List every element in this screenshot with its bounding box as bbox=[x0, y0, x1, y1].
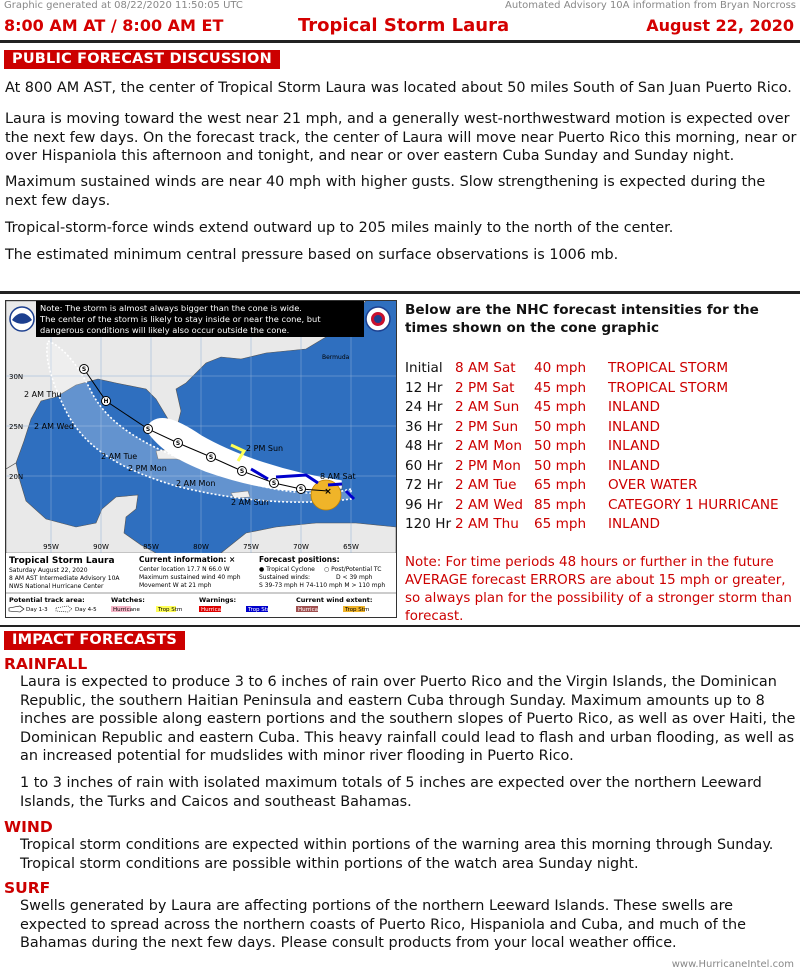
row-label: Initial bbox=[405, 360, 443, 376]
advisory-date: August 22, 2020 bbox=[646, 16, 794, 35]
forecast-cone-map bbox=[5, 300, 397, 618]
track-label: 2 AM Wed bbox=[34, 422, 74, 431]
table-row bbox=[405, 438, 800, 457]
map-note-line: The center of the storm is likely to stay inside or near the cone, but bbox=[40, 314, 321, 324]
row-label: 36 Hr bbox=[405, 418, 443, 435]
table-row bbox=[405, 360, 800, 379]
point-letter: S bbox=[208, 454, 214, 461]
generated-timestamp: Graphic generated at 08/22/2020 11:50:05 UTC bbox=[4, 0, 243, 11]
map-note bbox=[39, 303, 321, 335]
legend-track-d45: Day 4-5 bbox=[75, 607, 97, 613]
table-row bbox=[405, 380, 800, 399]
surf-heading: SURF bbox=[4, 879, 51, 897]
table-row bbox=[405, 516, 800, 535]
lon-label: 70W bbox=[293, 543, 309, 551]
legend-watch-title: Watches: bbox=[111, 596, 145, 604]
legend-date: Saturday August 22, 2020 bbox=[9, 567, 88, 574]
row-wind: 65 mph bbox=[534, 477, 587, 493]
rainfall-heading: RAINFALL bbox=[4, 655, 88, 673]
point-letter: S bbox=[145, 426, 151, 433]
legend-track-title: Potential track area: bbox=[9, 596, 85, 604]
row-time: 2 AM Wed bbox=[455, 496, 523, 513]
lat-label: 20N bbox=[9, 473, 24, 481]
track-label: 2 PM Sun bbox=[246, 444, 284, 453]
point-letter: S bbox=[175, 440, 181, 447]
legend-cwe-title: Current wind extent: bbox=[296, 596, 373, 604]
table-row bbox=[405, 477, 800, 496]
row-status: TROPICAL STORM bbox=[608, 379, 729, 396]
legend-current-title: Current information: × bbox=[139, 555, 236, 564]
row-wind: 85 mph bbox=[534, 496, 587, 513]
row-label: 120 Hr bbox=[405, 516, 452, 532]
legend-watch-t: Trop Stm bbox=[158, 607, 183, 613]
legend-track-d13: Day 1-3 bbox=[26, 607, 48, 613]
discussion-heading: PUBLIC FORECAST DISCUSSION bbox=[4, 50, 280, 69]
legend-advisory: 8 AM AST Intermediate Advisory 10A bbox=[9, 575, 120, 582]
forecast-table-title: Below are the NHC forecast intensities for the times shown on the cone graphic bbox=[405, 302, 759, 336]
lon-label: 85W bbox=[143, 543, 159, 551]
track-label: 2 AM Mon bbox=[176, 479, 216, 488]
track-label: 2 AM Thu bbox=[24, 390, 62, 399]
row-status: CATEGORY 1 HURRICANE bbox=[608, 496, 779, 513]
map-note-line: Note: The storm is almost always bigger than the cone is wide. bbox=[40, 303, 302, 313]
row-label: 60 Hr bbox=[405, 457, 443, 474]
legend-fpos-winds: Sustained winds: bbox=[259, 574, 310, 581]
row-time: 2 AM Tue bbox=[455, 477, 517, 493]
storm-title: Tropical Storm Laura bbox=[298, 15, 510, 36]
surf-paragraph: Swells generated by Laura are affecting portions of the northern Leeward Islands. These swells are expected to spread across the northern coasts of Puerto Rico, Hispaniola and Cuba, and much of the Bahamas during the next few days. Please consult products from your local weather office. bbox=[20, 898, 746, 951]
legend-storm-name: Tropical Storm Laura bbox=[9, 556, 115, 566]
track-label: 2 AM Sun bbox=[231, 498, 269, 507]
section-divider bbox=[0, 291, 800, 294]
lon-label: 80W bbox=[193, 543, 209, 551]
noaa-logo-icon bbox=[10, 307, 34, 331]
row-label: 96 Hr bbox=[405, 496, 443, 513]
legend-center: NWS National Hurricane Center bbox=[9, 583, 104, 590]
legend-warn-h: Hurricane bbox=[201, 607, 228, 613]
impacts-heading: IMPACT FORECASTS bbox=[4, 631, 185, 650]
row-status: TROPICAL STORM bbox=[608, 360, 729, 376]
header-divider bbox=[0, 40, 800, 43]
bermuda-label: Bermuda bbox=[322, 354, 350, 361]
lon-label: 90W bbox=[93, 543, 109, 551]
legend-cwe-t: Trop Stm bbox=[345, 607, 370, 613]
row-time: 2 AM Thu bbox=[455, 516, 519, 532]
table-row bbox=[405, 399, 800, 418]
nws-logo-icon bbox=[366, 307, 390, 331]
row-wind: 50 mph bbox=[534, 418, 587, 435]
row-time: 2 AM Mon bbox=[455, 438, 522, 454]
row-status: INLAND bbox=[608, 418, 660, 435]
point-letter: S bbox=[81, 366, 87, 373]
section-divider bbox=[0, 625, 800, 627]
row-wind: 65 mph bbox=[534, 516, 587, 532]
rainfall-paragraph: Laura is expected to produce 3 to 6 inches of rain over Puerto Rico and the Virgin Islands, the Dominican Republic, the southern Haitian Peninsula and eastern Cuba through Sunday. Maximum amounts up to 8 inches are possible along eastern portions and the southern slopes of Puerto Rico, as well as over Haiti, the Dominican Republic and eastern Cuba. This heavy rainfall could lead to flash and urban flooding, as well as an increased potential for mudslides with minor river flooding in Puerto Rico. bbox=[20, 674, 796, 764]
track-label: 2 AM Tue bbox=[101, 452, 138, 461]
row-wind: 45 mph bbox=[534, 379, 587, 396]
rainfall-paragraph: 1 to 3 inches of rain with isolated maximum totals of 5 inches are expected over the northern Leeward Islands, the Turks and Caicos and southeast Bahamas. bbox=[20, 775, 762, 810]
discussion-paragraph: Tropical-storm-force winds extend outward up to 205 miles mainly to the north of the center. bbox=[5, 220, 674, 236]
legend-fpos-ptc: ○ Post/Potential TC bbox=[324, 566, 382, 573]
track-label: 2 PM Mon bbox=[128, 464, 167, 473]
current-position-icon: × bbox=[324, 487, 332, 497]
lat-label: 25N bbox=[9, 423, 24, 431]
row-status: INLAND bbox=[608, 399, 660, 415]
wind-heading: WIND bbox=[4, 818, 53, 836]
row-label: 12 Hr bbox=[405, 379, 443, 396]
point-letter: H bbox=[103, 398, 109, 405]
legend-watch-h: Hurricane bbox=[113, 607, 140, 613]
discussion-paragraph: Maximum sustained winds are near 40 mph with higher gusts. Slow strengthening is expected during the next few days. bbox=[5, 174, 766, 209]
map-note-line: dangerous conditions will likely also occur outside the cone. bbox=[40, 325, 290, 335]
legend-current-wind: Maximum sustained wind 40 mph bbox=[139, 574, 241, 581]
row-wind: 40 mph bbox=[534, 360, 587, 376]
legend-fpos-d: D < 39 mph bbox=[336, 574, 373, 581]
lon-label: 75W bbox=[243, 543, 259, 551]
point-letter: S bbox=[271, 480, 277, 487]
legend-fpos-tc: ● Tropical Cyclone bbox=[259, 566, 315, 573]
track-label: 8 AM Sat bbox=[320, 472, 356, 481]
legend-fpos-title: Forecast positions: bbox=[259, 555, 340, 564]
legend-warn-title: Warnings: bbox=[199, 596, 237, 604]
row-time: 8 AM Sat bbox=[455, 360, 516, 376]
row-status: INLAND bbox=[608, 438, 660, 454]
title-bar bbox=[0, 14, 800, 38]
row-time: 2 PM Sat bbox=[455, 379, 515, 396]
row-label: 24 Hr bbox=[405, 399, 443, 415]
row-time: 2 PM Sun bbox=[455, 418, 519, 435]
footer-website: www.HurricaneIntel.com bbox=[671, 959, 794, 970]
row-label: 48 Hr bbox=[405, 438, 443, 454]
wind-paragraph: Tropical storm conditions are expected within portions of the warning area this morning through Sunday. Tropical storm conditions are possible within portions of the watch area Sunday night. bbox=[20, 837, 774, 872]
advisory-source: Automated Advisory 10A information from Bryan Norcross bbox=[505, 0, 796, 11]
row-status: INLAND bbox=[608, 516, 660, 532]
point-letter: S bbox=[298, 486, 304, 493]
row-wind: 50 mph bbox=[534, 438, 587, 454]
row-label: 72 Hr bbox=[405, 477, 443, 493]
point-letter: S bbox=[239, 468, 245, 475]
table-row bbox=[405, 458, 800, 477]
row-status: INLAND bbox=[608, 457, 660, 474]
row-wind: 50 mph bbox=[534, 457, 587, 474]
lat-label: 30N bbox=[9, 373, 24, 381]
lon-label: 65W bbox=[343, 543, 359, 551]
discussion-paragraph: Laura is moving toward the west near 21 mph, and a generally west-northwestward motion is expected over the next few days. On the forecast track, the center of Laura will move near Puerto Rico this morning, near or over Hispaniola this afternoon and tonight, and near or over eastern Cuba Sunday and Sunday night. bbox=[5, 111, 797, 164]
legend-current-loc: Center location 17.7 N 66.0 W bbox=[139, 566, 230, 573]
row-wind: 45 mph bbox=[534, 399, 587, 415]
discussion-paragraph: The estimated minimum central pressure based on surface observations is 1006 mb. bbox=[5, 247, 619, 263]
row-status: OVER WATER bbox=[608, 477, 698, 493]
row-time: 2 PM Mon bbox=[455, 457, 521, 474]
forecast-error-note: Note: For time periods 48 hours or further in the future AVERAGE forecast ERRORS are about 15 mph or greater, so always plan for the possibility of a stronger storm than forecast. bbox=[405, 555, 792, 624]
advisory-time: 8:00 AM AT / 8:00 AM ET bbox=[4, 16, 224, 35]
legend-warn-t: Trop Stm bbox=[248, 607, 273, 613]
lon-label: 95W bbox=[43, 543, 59, 551]
legend-cwe-h: Hurricane bbox=[298, 607, 325, 613]
row-time: 2 AM Sun bbox=[455, 399, 520, 415]
table-row bbox=[405, 497, 800, 516]
legend-fpos-scale: S 39-73 mph H 74-110 mph M > 110 mph bbox=[259, 582, 386, 589]
legend-current-move: Movement W at 21 mph bbox=[139, 582, 212, 589]
table-row bbox=[405, 419, 800, 438]
discussion-paragraph: At 800 AM AST, the center of Tropical Storm Laura was located about 50 miles South of San Juan Puerto Rico. bbox=[5, 80, 792, 96]
